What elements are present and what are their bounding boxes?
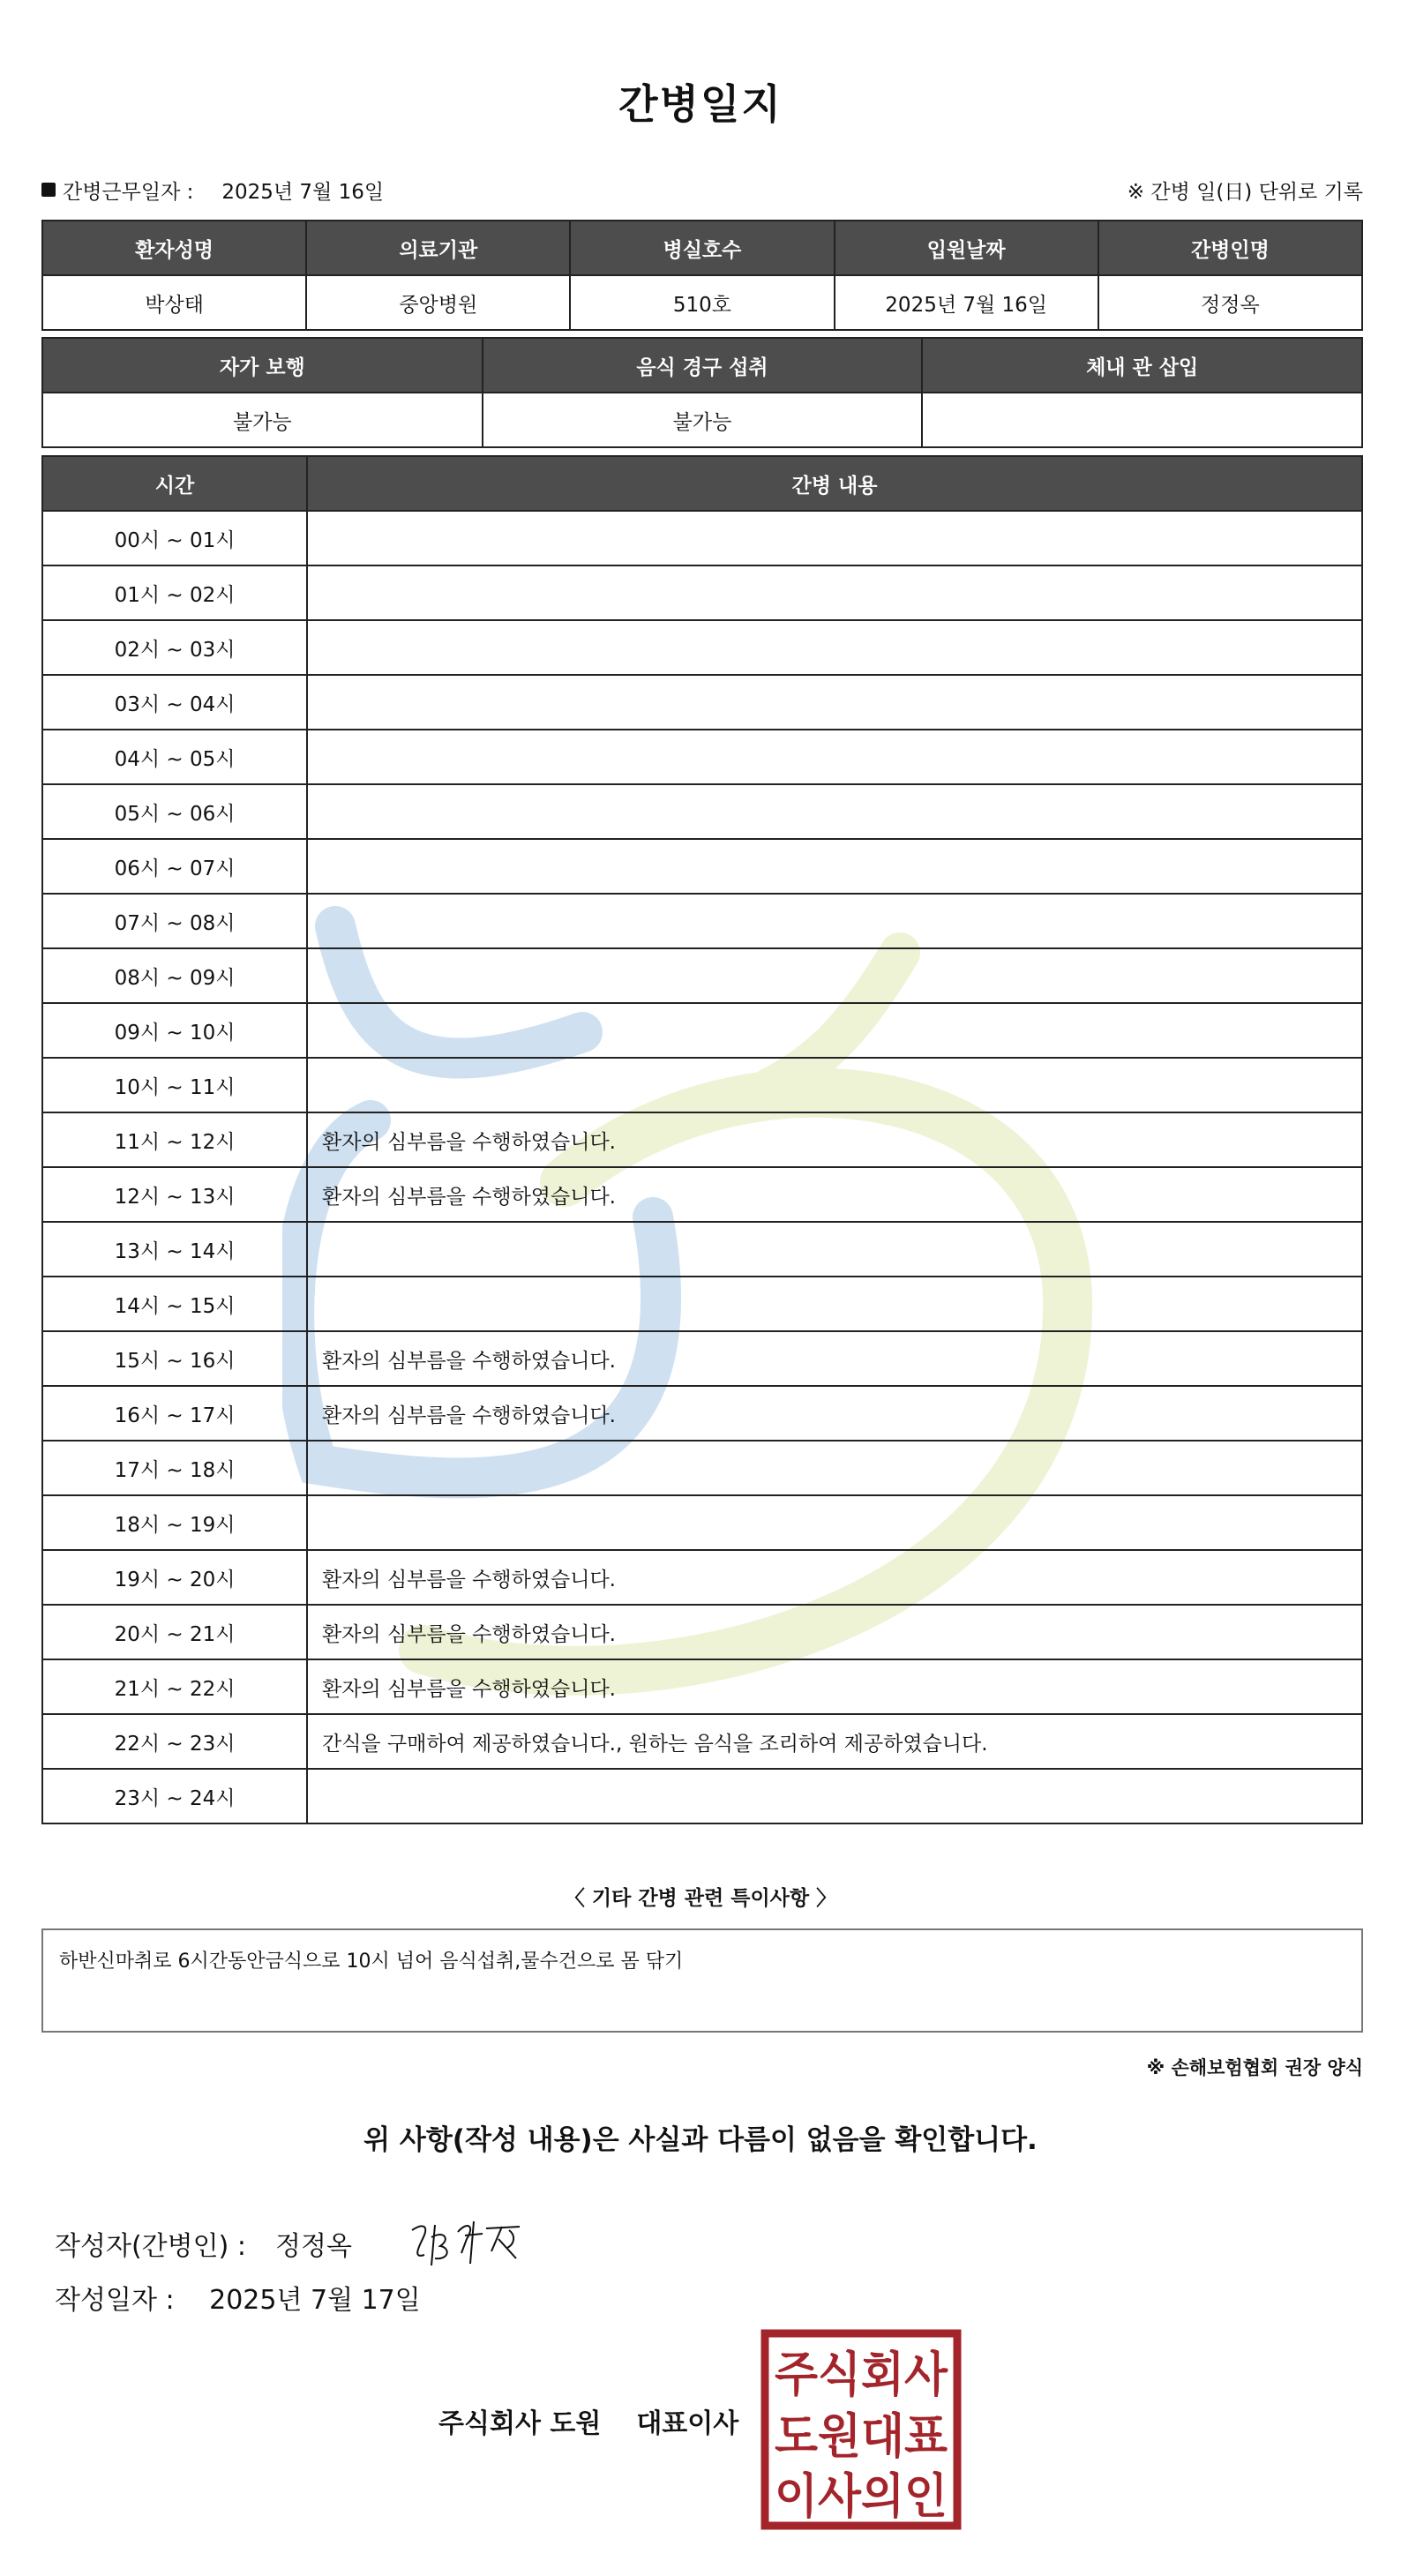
time-slot: 17시 ~ 18시 xyxy=(42,1441,307,1495)
time-slot: 05시 ~ 06시 xyxy=(42,784,307,839)
care-content xyxy=(307,511,1362,565)
company-signature xyxy=(438,2401,738,2440)
table-row xyxy=(42,1167,1362,1222)
care-content xyxy=(307,1769,1362,1823)
form-source-note: ※ 손해보험협회 권장 양식 xyxy=(1146,2057,1363,2078)
time-slot: 04시 ~ 05시 xyxy=(42,730,307,784)
admission-date: 2025년 7월 16일 xyxy=(835,275,1098,330)
write-date-row xyxy=(55,2278,421,2317)
table-row xyxy=(42,1769,1362,1823)
caregiver-name: 정정옥 xyxy=(1098,275,1362,330)
table-row xyxy=(42,730,1362,784)
care-content xyxy=(307,1003,1362,1058)
record-unit-note: ※ 간병 일(日) 단위로 기록 xyxy=(1127,180,1363,204)
time-slot: 18시 ~ 19시 xyxy=(42,1495,307,1550)
self-walking-value: 불가능 xyxy=(42,393,483,447)
oral-intake-value: 불가능 xyxy=(483,393,923,447)
handwritten-signature xyxy=(405,2213,528,2274)
table-row xyxy=(42,1550,1362,1605)
care-content xyxy=(307,1058,1362,1112)
care-content xyxy=(307,784,1362,839)
patient-name: 박상태 xyxy=(42,275,306,330)
care-content: 환자의 심부름을 수행하였습니다. xyxy=(307,1331,1362,1386)
time-slot: 19시 ~ 20시 xyxy=(42,1550,307,1605)
confirmation-statement: 위 사항(작성 내용)은 사실과 다름이 없음을 확인합니다. xyxy=(363,2124,1038,2156)
header-oral-intake: 음식 경구 섭취 xyxy=(483,338,923,393)
time-slot: 21시 ~ 22시 xyxy=(42,1659,307,1714)
time-slot: 12시 ~ 13시 xyxy=(42,1167,307,1222)
remarks-title: 〈 기타 간병 관련 특이사항 〉 xyxy=(564,1887,837,1910)
tube-insertion-value xyxy=(922,393,1362,447)
page-title: 간병일지 xyxy=(618,80,783,128)
header-hospital: 의료기관 xyxy=(306,221,570,275)
seal-line-1: 주식회사 xyxy=(775,2347,948,2402)
care-content: 환자의 심부름을 수행하였습니다. xyxy=(307,1112,1362,1167)
square-bullet-icon xyxy=(41,183,56,197)
time-slot: 09시 ~ 10시 xyxy=(42,1003,307,1058)
care-content xyxy=(307,675,1362,730)
table-row xyxy=(42,894,1362,948)
author-name: 정정옥 xyxy=(275,2231,352,2262)
seal-line-3: 이사의인 xyxy=(775,2468,948,2524)
work-date-value: 2025년 7월 16일 xyxy=(221,180,385,204)
time-slot: 23시 ~ 24시 xyxy=(42,1769,307,1823)
work-date xyxy=(41,176,384,205)
meta-row xyxy=(41,175,1363,205)
table-row xyxy=(42,948,1362,1003)
time-slot: 16시 ~ 17시 xyxy=(42,1386,307,1441)
remarks-box: 하반신마취로 6시간동안금식으로 10시 넘어 음식섭취,물수건으로 몸 닦기 xyxy=(41,1928,1363,2033)
header-care-content: 간병 내용 xyxy=(307,456,1362,511)
table-header-row xyxy=(42,456,1362,511)
time-slot: 07시 ~ 08시 xyxy=(42,894,307,948)
care-content: 간식을 구매하여 제공하였습니다., 원하는 음식을 조리하여 제공하였습니다. xyxy=(307,1714,1362,1769)
time-slot: 06시 ~ 07시 xyxy=(42,839,307,894)
header-tube-insertion: 체내 관 삽입 xyxy=(922,338,1362,393)
table-row xyxy=(42,675,1362,730)
header-patient-name: 환자성명 xyxy=(42,221,306,275)
seal-line-2: 도원대표 xyxy=(775,2408,948,2464)
care-content: 환자의 심부름을 수행하였습니다. xyxy=(307,1659,1362,1714)
company-seal-stamp xyxy=(760,2329,962,2530)
table-row xyxy=(42,1222,1362,1277)
care-content: 환자의 심부름을 수행하였습니다. xyxy=(307,1386,1362,1441)
table-row xyxy=(42,393,1362,447)
care-content xyxy=(307,839,1362,894)
table-row xyxy=(42,620,1362,675)
time-slot: 02시 ~ 03시 xyxy=(42,620,307,675)
care-content xyxy=(307,1222,1362,1277)
write-date-label: 작성일자 : xyxy=(55,2285,175,2316)
care-content: 환자의 심부름을 수행하였습니다. xyxy=(307,1605,1362,1659)
hospital-name: 중앙병원 xyxy=(306,275,570,330)
time-slot: 14시 ~ 15시 xyxy=(42,1277,307,1331)
work-date-label: 간병근무일자 : xyxy=(63,180,194,204)
header-self-walking: 자가 보행 xyxy=(42,338,483,393)
table-row xyxy=(42,1331,1362,1386)
patient-status-table xyxy=(41,337,1363,448)
time-slot: 22시 ~ 23시 xyxy=(42,1714,307,1769)
write-date-value: 2025년 7월 17일 xyxy=(209,2285,421,2316)
company-name: 주식회사 도원 xyxy=(438,2408,602,2439)
care-content: 환자의 심부름을 수행하였습니다. xyxy=(307,1167,1362,1222)
care-content xyxy=(307,894,1362,948)
table-row xyxy=(42,1495,1362,1550)
table-row xyxy=(42,1003,1362,1058)
table-row xyxy=(42,1112,1362,1167)
time-slot: 08시 ~ 09시 xyxy=(42,948,307,1003)
patient-info-table xyxy=(41,220,1363,331)
table-row xyxy=(42,839,1362,894)
time-slot: 01시 ~ 02시 xyxy=(42,565,307,620)
care-log-body xyxy=(42,511,1362,1823)
care-content xyxy=(307,565,1362,620)
room-number: 510호 xyxy=(570,275,834,330)
table-row xyxy=(42,511,1362,565)
author-row xyxy=(55,2213,528,2274)
table-row xyxy=(42,1659,1362,1714)
header-caregiver-name: 간병인명 xyxy=(1098,221,1362,275)
table-row xyxy=(42,1605,1362,1659)
care-content xyxy=(307,730,1362,784)
care-content xyxy=(307,1495,1362,1550)
care-content xyxy=(307,620,1362,675)
care-content xyxy=(307,1277,1362,1331)
header-room: 병실호수 xyxy=(570,221,834,275)
table-row xyxy=(42,565,1362,620)
table-row xyxy=(42,1386,1362,1441)
table-row xyxy=(42,1714,1362,1769)
header-admission-date: 입원날짜 xyxy=(835,221,1098,275)
care-content xyxy=(307,1441,1362,1495)
time-slot: 20시 ~ 21시 xyxy=(42,1605,307,1659)
company-position: 대표이사 xyxy=(636,2408,739,2439)
author-label: 작성자(간병인) : xyxy=(55,2231,246,2262)
table-header-row xyxy=(42,221,1362,275)
time-slot: 03시 ~ 04시 xyxy=(42,675,307,730)
table-row xyxy=(42,1441,1362,1495)
table-row xyxy=(42,1277,1362,1331)
time-slot: 15시 ~ 16시 xyxy=(42,1331,307,1386)
care-content: 환자의 심부름을 수행하였습니다. xyxy=(307,1550,1362,1605)
header-time: 시간 xyxy=(42,456,307,511)
table-row xyxy=(42,275,1362,330)
table-header-row xyxy=(42,338,1362,393)
care-content xyxy=(307,948,1362,1003)
time-slot: 00시 ~ 01시 xyxy=(42,511,307,565)
time-slot: 10시 ~ 11시 xyxy=(42,1058,307,1112)
table-row xyxy=(42,1058,1362,1112)
time-slot: 11시 ~ 12시 xyxy=(42,1112,307,1167)
time-slot: 13시 ~ 14시 xyxy=(42,1222,307,1277)
table-row xyxy=(42,784,1362,839)
care-log-table xyxy=(41,455,1363,1824)
